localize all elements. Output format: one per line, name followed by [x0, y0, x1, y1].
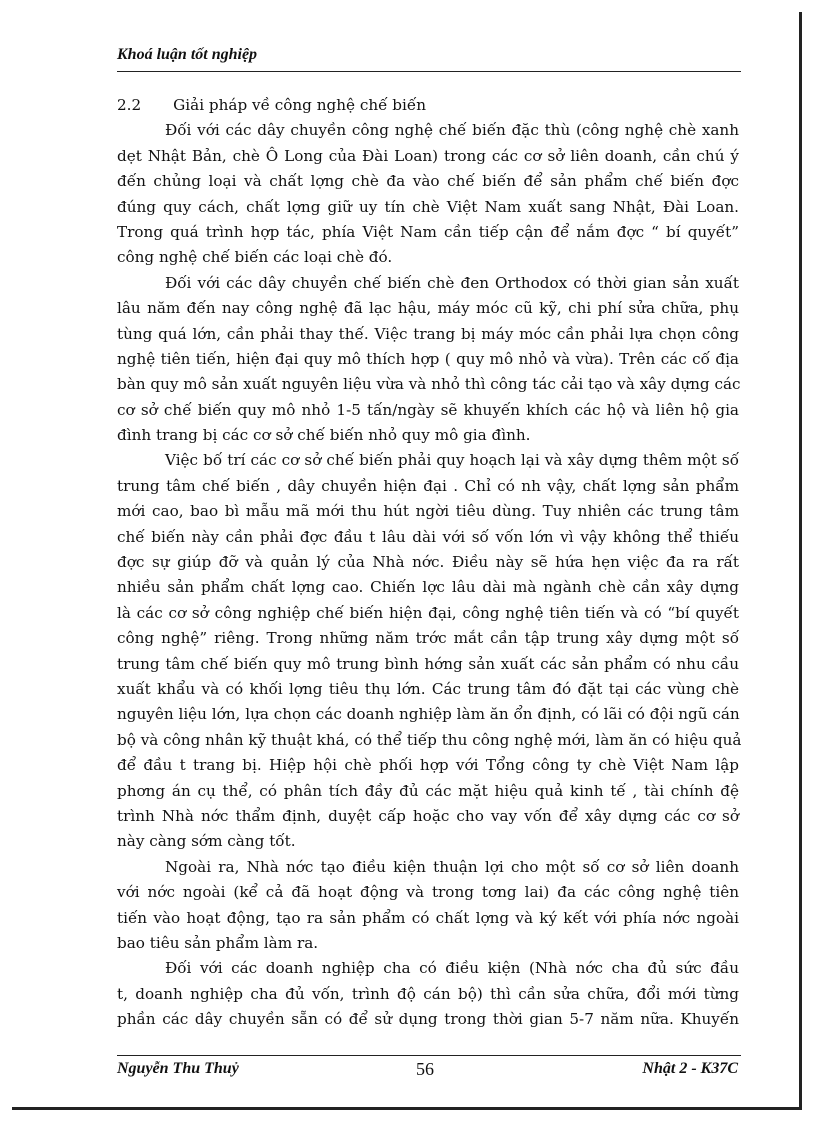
text-line: trung tâm chế biến , dây chuyền hiện đại . Chỉ có nh vậy, chất lợng sản phẩm: [117, 476, 739, 495]
text-line: đúng quy cách, chất lợng giữ uy tín chè Việt Nam xuất sang Nhật, Đài Loan.: [117, 197, 739, 216]
header-title: Khoá luận tốt nghiệp: [117, 46, 258, 63]
text-line: dẹt Nhật Bản, chè Ô Long của Đài Loan) trong các cơ sở liên doanh, cần chú ý: [117, 146, 739, 165]
text-line: cơ sở chế biến quy mô nhỏ 1-5 tấn/ngày sẽ khuyến khích các hộ và liên hộ gia: [117, 400, 739, 419]
text-line: với nớc ngoài (kể cả đã hoạt động và trong tơng lai) đa các công nghệ tiên: [117, 883, 739, 902]
text-line: mới cao, bao bì mẫu mã mới thu hút ngời tiêu dùng. Tuy nhiên các trung tâm: [117, 502, 739, 521]
footer-divider: [117, 1055, 741, 1056]
text-line: Việc bố trí các cơ sở chế biến phải quy hoạch lại và xây dựng thêm một số: [165, 451, 739, 470]
text-line: phần các dây chuyền sẵn có để sử dụng trong thời gian 5-7 năm nữa. Khuyến: [117, 1010, 739, 1029]
text-line: Ngoài ra, Nhà nớc tạo điều kiện thuận lợi cho một số cơ sở liên doanh: [165, 857, 739, 876]
text-line: Đối với các dây chuyền chế biến chè đen Orthodox có thời gian sản xuất: [165, 273, 739, 292]
text-line: phơng án cụ thể, có phân tích đầy đủ các mặt hiệu quả kinh tế , tài chính đệ: [117, 781, 739, 800]
text-line: là các cơ sở công nghiệp chế biến hiện đại, công nghệ tiên tiến và có “bí quyết: [117, 603, 739, 622]
text-line: tiến vào hoạt động, tạo ra sản phẩm có chất lợng và ký kết với phía nớc ngoài: [117, 908, 739, 927]
text-line: tùng quá lớn, cần phải thay thế. Việc trang bị máy móc cần phải lựa chọn công: [117, 324, 739, 343]
text-line: nghệ tiên tiến, hiện đại quy mô thích hợp ( quy mô nhỏ và vừa). Trên các cố địa: [117, 349, 739, 368]
text-line: lâu năm đến nay công nghệ đã lạc hậu, máy móc cũ kỹ, chi phí sửa chữa, phụ: [117, 299, 739, 318]
text-line: công nghệ chế biến các loại chè đó.: [117, 248, 393, 267]
text-line: đến chủng loại và chất lợng chè đa vào chế biến để sản phẩm chế biến đợc: [117, 172, 739, 191]
section-number: 2.2: [117, 96, 142, 114]
document-body: [117, 93, 742, 1032]
text-line: đợc sự giúp đỡ và quản lý của Nhà nớc. Điều này sẽ hứa hẹn việc đa ra rất: [117, 553, 739, 572]
text-line: đình trang bị các cơ sở chế biến nhỏ quy mô gia đình.: [117, 426, 531, 445]
text-line: t, doanh nghiệp cha đủ vốn, trình độ cán bộ) thì cần sửa chữa, đổi mới từng: [117, 984, 739, 1003]
text-line: chế biến này cần phải đợc đầu t lâu dài với số vốn lớn vì vậy không thể thiếu: [117, 527, 739, 546]
text-line: nhiều sản phẩm chất lợng cao. Chiến lợc lâu dài mà ngành chè cần xây dựng: [117, 578, 739, 597]
section-heading: [117, 93, 739, 118]
text-line: này càng sớm càng tốt.: [117, 832, 296, 851]
text-line: Trong quá trình hợp tác, phía Việt Nam cần tiếp cận để nắm đợc “ bí quyết”: [117, 222, 739, 241]
text-line: trình Nhà nớc thẩm định, duyệt cấp hoặc cho vay vốn để xây dựng các cơ sở: [117, 806, 739, 825]
text-line: Đối với các doanh nghiệp cha có điều kiện (Nhà nớc cha đủ sức đầu: [165, 959, 739, 978]
text-line: Đối với các dây chuyền công nghệ chế biến đặc thù (công nghệ chè xanh: [165, 121, 739, 140]
footer-class: Nhật 2 - K37C: [642, 1060, 738, 1077]
text-line: để đầu t trang bị. Hiệp hội chè phối hợp với Tổng công ty chè Việt Nam lập: [117, 756, 739, 775]
text-line: xuất khẩu và có khối lợng tiêu thụ lớn. Các trung tâm đó đặt tại các vùng chè: [117, 679, 739, 698]
text-line: trung tâm chế biến quy mô trung bình hớng sản xuất các sản phẩm có nhu cầu: [117, 654, 739, 673]
text-line: bộ và công nhân kỹ thuật khá, có thể tiếp thu công nghệ mới, làm ăn có hiệu quả: [117, 730, 742, 749]
footer-author: Nguyễn Thu Thuỷ: [117, 1060, 239, 1077]
section-title: Giải pháp về công nghệ chế biến: [173, 96, 426, 114]
text-line: bàn quy mô sản xuất nguyên liệu vừa và nhỏ thì công tác cải tạo và xây dựng các: [117, 375, 741, 394]
page-number: 56: [416, 1059, 434, 1079]
text-line: công nghệ” riêng. Trong những năm trớc mắt cần tập trung xây dựng một số: [117, 629, 739, 648]
text-line: bao tiêu sản phẩm làm ra.: [117, 933, 319, 952]
header-divider: [117, 71, 741, 72]
text-line: nguyên liệu lớn, lựa chọn các doanh nghiệp làm ăn ổn định, có lãi có đội ngũ cán: [117, 705, 740, 724]
